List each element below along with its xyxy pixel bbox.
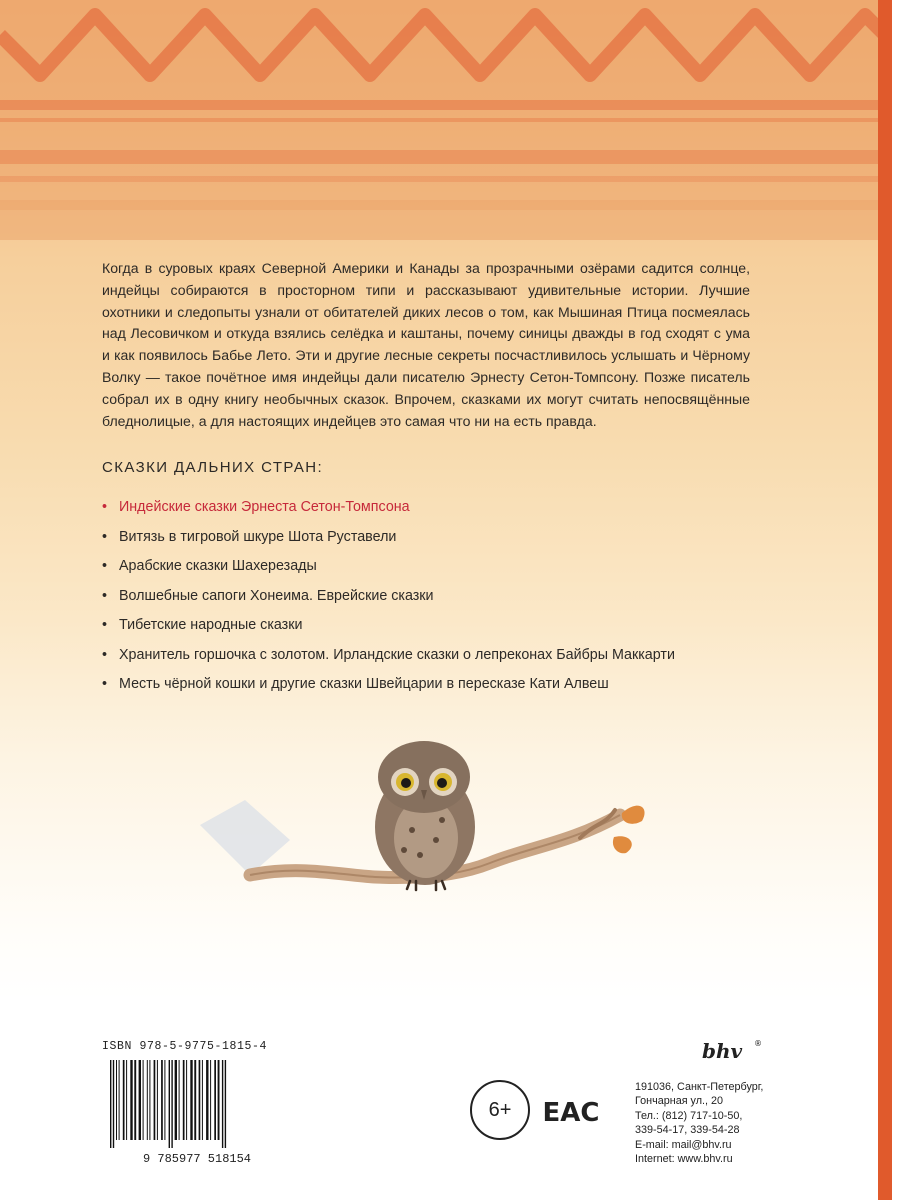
spine-stripe: [878, 0, 900, 1200]
barcode-bar: [149, 1060, 150, 1140]
barcode-bar: [218, 1060, 220, 1140]
barcode-bar: [210, 1060, 211, 1140]
bullet: •: [102, 558, 108, 574]
address-line: Гончарная ул., 20: [635, 1095, 724, 1108]
barcode-bars: [110, 1060, 226, 1148]
barcode-bar: [194, 1060, 196, 1140]
barcode-bar: [161, 1060, 163, 1140]
barcode-digits: 9 785977 518154: [142, 1152, 252, 1166]
barcode-bar: [147, 1060, 148, 1140]
series-item: [102, 526, 782, 556]
barcode-bar: [119, 1060, 120, 1140]
series-item: [102, 673, 782, 703]
series-item-label: Тибетские народные сказки: [119, 617, 303, 633]
address-line: 339-54-17, 339-54-28: [635, 1124, 740, 1137]
bullet: •: [102, 646, 108, 663]
eac-certification-mark: [542, 1089, 600, 1129]
address-line: Тел.: (812) 717-10-50,: [635, 1109, 743, 1122]
barcode-bar: [206, 1060, 208, 1140]
barcode-bar: [199, 1060, 201, 1140]
barcode-bar: [134, 1060, 136, 1140]
barcode-bar: [116, 1060, 117, 1140]
barcode-bar: [175, 1060, 177, 1140]
barcode-bar: [113, 1060, 114, 1148]
isbn-label: ISBN 978-5-9775-1815-4: [102, 1040, 268, 1053]
barcode-bar: [143, 1060, 144, 1140]
decorative-zigzag-pattern: [0, 0, 900, 240]
series-item-label: Волшебные сапоги Хонеима. Еврейские сказки: [119, 587, 434, 604]
bullet: •: [102, 587, 108, 604]
series-item-current: [102, 496, 782, 526]
barcode-bar: [169, 1060, 170, 1148]
age-rating-badge: 6+: [470, 1080, 530, 1140]
barcode-bar: [222, 1060, 223, 1148]
barcode-bar: [154, 1060, 156, 1140]
barcode-bar: [186, 1060, 187, 1140]
bullet: •: [102, 499, 108, 515]
barcode-bar: [130, 1060, 132, 1140]
owl-on-branch-illustration: [190, 735, 660, 995]
series-item-label: Месть чёрной кошки и другие сказки Швейцарии в пересказе Кати Алвеш: [119, 676, 609, 692]
eac-mark-text: EAC: [542, 1098, 600, 1128]
barcode-bar: [157, 1060, 158, 1140]
spine-stripe-red: [878, 0, 892, 1200]
isbn-barcode: [102, 1058, 292, 1166]
series-list: [102, 496, 782, 703]
owl: [375, 741, 475, 890]
address-line: 191036, Санкт-Петербург,: [635, 1081, 764, 1093]
barcode-bar: [183, 1060, 185, 1140]
series-item-label: Арабские сказки Шахерезады: [119, 558, 317, 574]
series-item-label: Индейские сказки Эрнеста Сетон-Томпсона: [119, 499, 410, 515]
barcode-bar: [110, 1060, 111, 1148]
bullet: •: [102, 676, 108, 692]
bullet: •: [102, 528, 108, 545]
bullet: •: [102, 617, 108, 633]
barcode-bar: [126, 1060, 127, 1140]
series-item: [102, 614, 782, 644]
bhv-logo-text: bhv: [702, 1039, 743, 1063]
barcode-bar: [139, 1060, 141, 1140]
barcode-bar: [164, 1060, 165, 1140]
series-item: [102, 644, 782, 674]
series-item: [102, 585, 782, 615]
barcode-bar: [202, 1060, 203, 1140]
bhv-logo: [700, 1034, 760, 1070]
barcode-bar: [179, 1060, 180, 1140]
series-item-label: Витязь в тигровой шкуре Шота Руставели: [119, 528, 397, 545]
spine-stripe-white: [892, 0, 900, 1200]
book-description: Когда в суровых краях Северной Америки и Канады за прозрачными озёрами садится солнце, индейцы собираются в просторном типи и рассказывают удивительные истории. Лучшие охотники и следопыты узнали от обитателей диких лесов о том, как Мышиная Птица посмеялась над Лесовичком и откуда взялись селёдка и каштаны, почему синицы дважды в год сходят с ума и как появилось Бабье Лето. Эти и другие лесные секреты посчастливилось услышать и Чёрному Волку — такое почётное имя индейцы дали писателю Эрнесту Сетон-Томпсону. Позже писатель собрал их в одну книгу необычных сказок. Впрочем, сказками их могут считать непосвящённые бледнолицые, а для настоящих индейцев это самая что ни на есть правда.: [102, 260, 750, 429]
barcode-bar: [123, 1060, 125, 1140]
address-line: E-mail: mail@bhv.ru: [635, 1138, 732, 1151]
barcode-bar: [171, 1060, 172, 1148]
series-item: [102, 555, 782, 585]
barcode-bar: [190, 1060, 192, 1140]
publisher-address: [635, 1080, 763, 1166]
barcode-bar: [225, 1060, 226, 1148]
barcode-bar: [214, 1060, 216, 1140]
address-line: Internet: www.bhv.ru: [635, 1153, 733, 1166]
series-title: СКАЗКИ ДАЛЬНИХ СТРАН:: [102, 459, 324, 476]
registered-mark: ®: [754, 1039, 762, 1048]
series-item-label: Хранитель горшочка с золотом. Ирландские сказки о лепреконах Байбры Маккарти: [119, 646, 675, 663]
